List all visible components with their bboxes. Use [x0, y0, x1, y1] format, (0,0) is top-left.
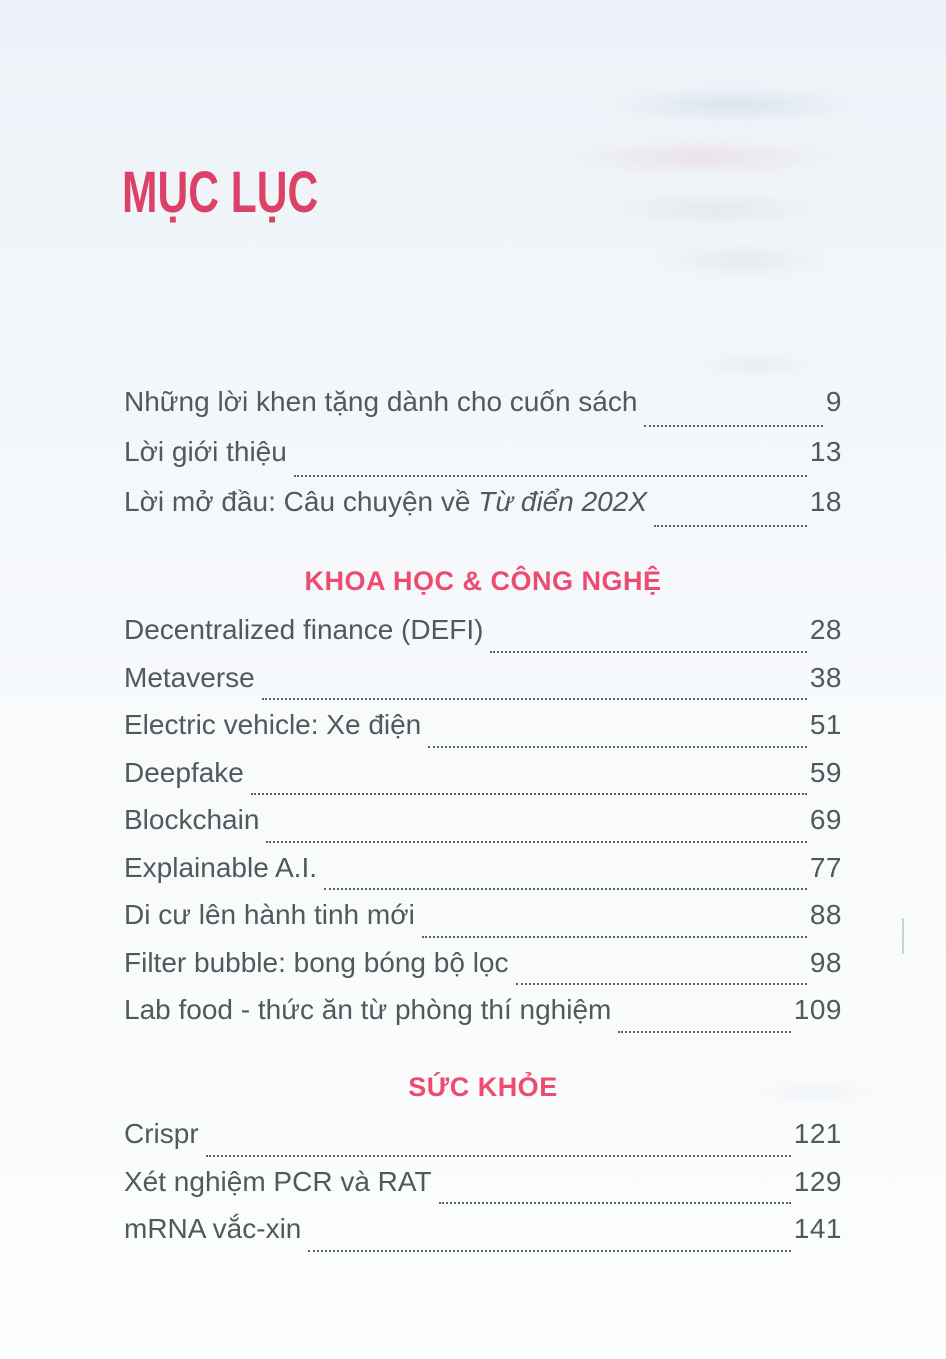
toc-entry-page-number: 88 — [809, 899, 842, 930]
dot-leader — [324, 888, 807, 890]
toc-entry — [124, 386, 842, 436]
toc-entry — [124, 1118, 842, 1166]
toc-entry-label-italic: Từ điển 202X — [478, 486, 647, 517]
dot-leader — [206, 1155, 791, 1157]
section-entries-khoa-hoc-cong-nghe — [124, 614, 842, 1042]
toc-entry-page-number: 9 — [825, 386, 842, 417]
toc-entry — [124, 804, 842, 852]
toc-entry-page-number: 69 — [809, 804, 842, 835]
bleed-through-artifact — [608, 88, 858, 122]
bleed-through-artifact — [690, 352, 820, 378]
page-title: MỤC LỤC — [122, 159, 319, 225]
toc-entry-page-number: 129 — [793, 1165, 842, 1197]
section-heading-khoa-hoc-cong-nghe: KHOA HỌC & CÔNG NGHỆ — [304, 566, 662, 596]
toc-entry-label: Những lời khen tặng dành cho cuốn sách — [124, 386, 638, 417]
toc-entry-page-number: 18 — [809, 486, 842, 517]
toc-entry — [124, 757, 842, 805]
dot-leader — [516, 983, 807, 985]
toc-entry — [124, 709, 842, 757]
toc-entry — [124, 486, 842, 536]
toc-entry-label: Lời giới thiệu — [124, 436, 287, 467]
toc-entry-label: Blockchain — [124, 804, 260, 835]
dot-leader — [251, 793, 807, 795]
toc-entry-label: Decentralized finance (DEFI) — [124, 614, 484, 645]
dot-leader — [618, 1031, 790, 1033]
toc-entry-label: Metaverse — [124, 661, 255, 693]
toc-entry-page-number: 109 — [793, 994, 842, 1025]
toc-entry-label: Electric vehicle: Xe điện — [124, 709, 422, 740]
toc-entry-label: mRNA vắc-xin — [124, 1213, 302, 1244]
toc-entry — [124, 662, 842, 710]
toc-entry — [124, 852, 842, 900]
section-entries-suc-khoe — [124, 1118, 842, 1261]
toc-entry-page-number: 13 — [809, 436, 842, 467]
dot-leader — [490, 651, 806, 653]
toc-entry-label: Xét nghiệm PCR và RAT — [124, 1165, 432, 1197]
scan-artifact-line — [902, 918, 904, 954]
bleed-through-artifact — [600, 192, 830, 226]
toc-entry-page-number: 77 — [809, 851, 842, 883]
dot-leader — [294, 475, 807, 477]
toc-entry-label: Explainable A.I. — [124, 851, 318, 883]
dot-leader — [654, 525, 807, 527]
dot-leader — [308, 1250, 790, 1252]
section-heading-suc-khoe: SỨC KHỎE — [408, 1072, 558, 1102]
toc-entry — [124, 1213, 842, 1261]
toc-entry — [124, 436, 842, 486]
toc-entry-page-number: 141 — [793, 1213, 842, 1244]
toc-entry-page-number: 98 — [809, 946, 842, 978]
toc-entry — [124, 947, 842, 995]
dot-leader — [422, 936, 807, 938]
toc-entry-page-number: 51 — [809, 709, 842, 740]
toc-entry-page-number: 121 — [793, 1118, 842, 1149]
toc-entry — [124, 899, 842, 947]
toc-entry-label: Lab food - thức ăn từ phòng thí nghiệm — [124, 994, 612, 1025]
toc-entry-page-number: 59 — [809, 756, 842, 788]
toc-entry-page-number: 38 — [809, 661, 842, 693]
toc-entry — [124, 994, 842, 1042]
dot-leader — [428, 746, 807, 748]
bleed-through-artifact — [655, 243, 830, 277]
toc-entry-label: Filter bubble: bong bóng bộ lọc — [124, 946, 509, 978]
toc-entry-label: Di cư lên hành tinh mới — [124, 899, 415, 930]
dot-leader — [266, 841, 806, 843]
dot-leader — [644, 425, 822, 427]
toc-entry-label: Lời mở đầu: Câu chuyện về Từ điển 202X — [124, 486, 647, 517]
toc-entry-page-number: 28 — [809, 614, 842, 645]
toc-entry — [124, 1166, 842, 1214]
toc-entry-label: Deepfake — [124, 756, 244, 788]
bleed-through-artifact — [565, 140, 840, 176]
dot-leader — [262, 698, 807, 700]
front-matter-list — [124, 386, 842, 536]
toc-entry-label: Crispr — [124, 1118, 199, 1149]
dot-leader — [439, 1202, 791, 1204]
toc-entry — [124, 614, 842, 662]
